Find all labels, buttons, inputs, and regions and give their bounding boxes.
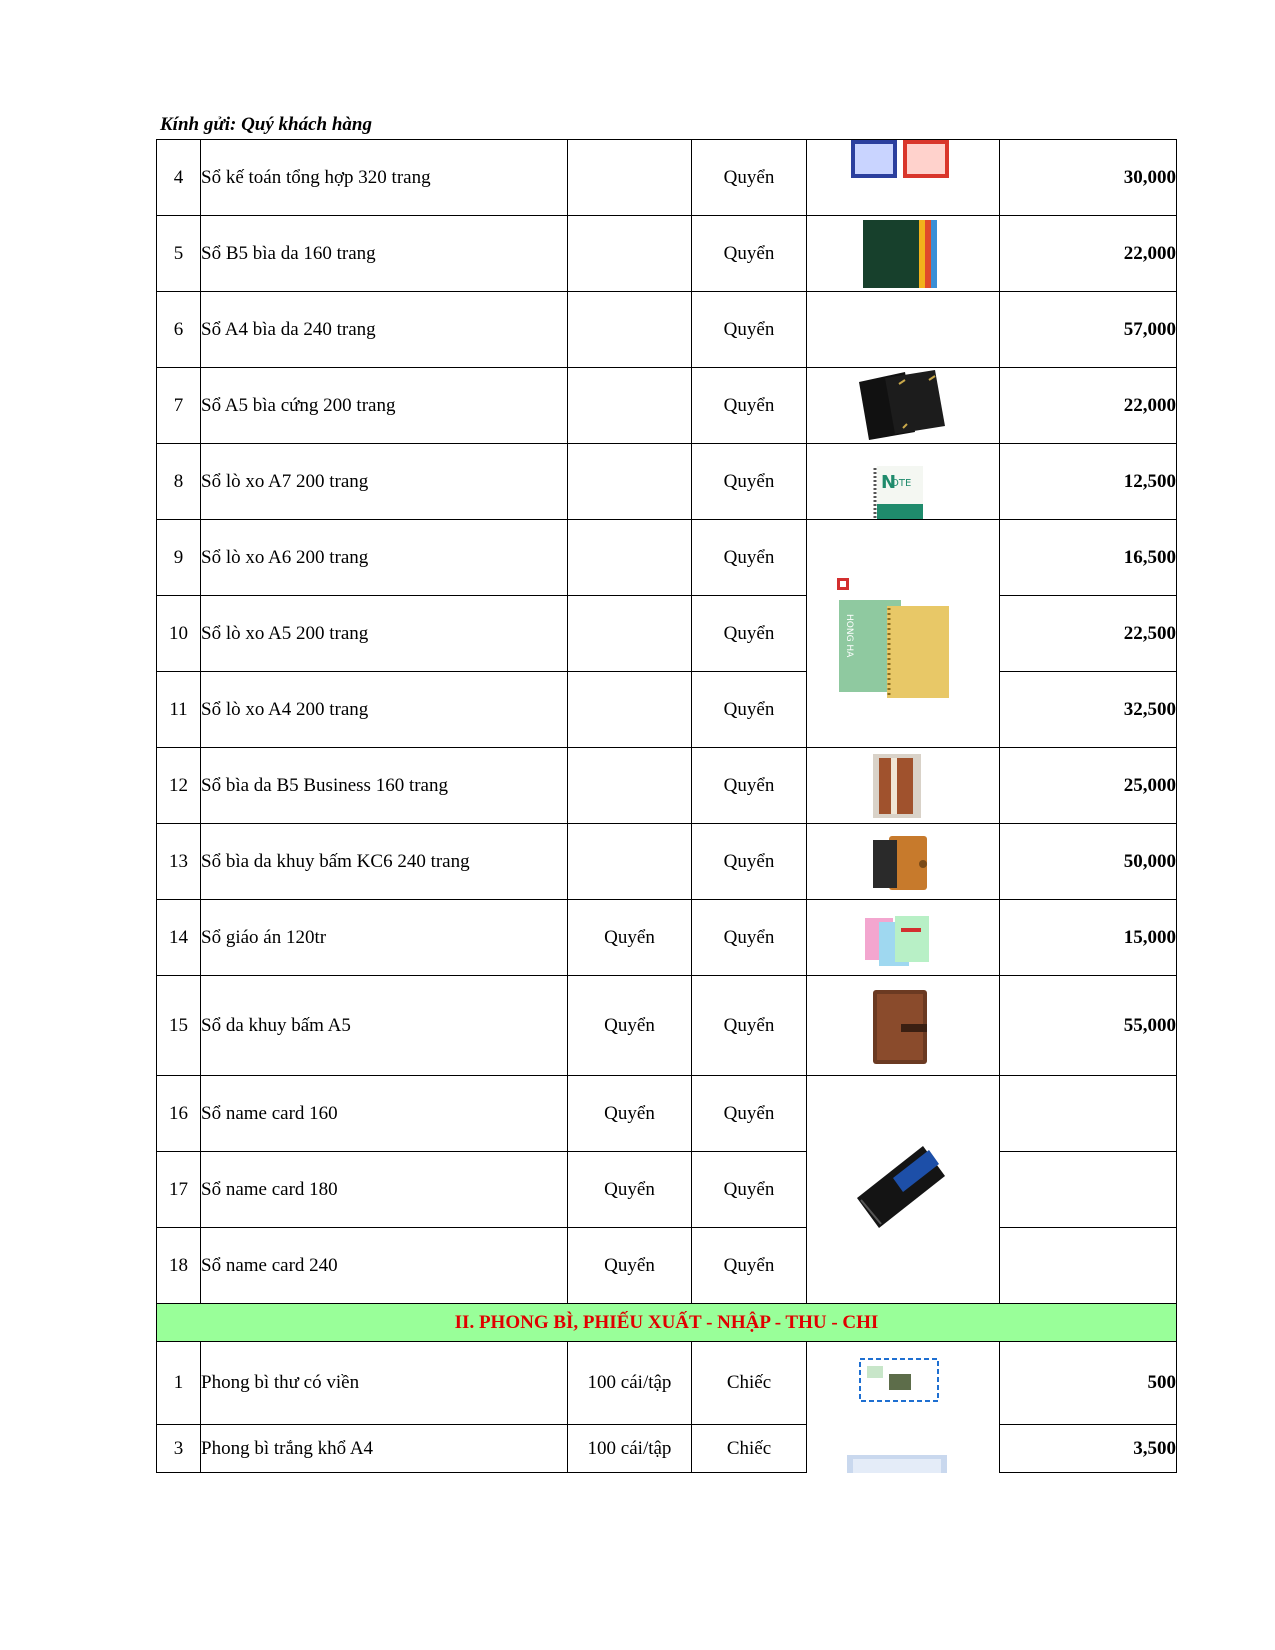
- svg-text:OTE: OTE: [891, 478, 912, 489]
- unit: Quyển: [692, 444, 807, 520]
- table-row: [157, 520, 1177, 596]
- unit: Quyển: [692, 748, 807, 824]
- name-card-holder-image: [853, 1140, 947, 1234]
- unit: Quyển: [692, 140, 807, 216]
- unit: Chiếc: [692, 1342, 807, 1425]
- product-name: Sổ lò xo A7 200 trang: [201, 444, 568, 520]
- product-image-cell: [807, 824, 1000, 900]
- price: 55,000: [1000, 976, 1177, 1076]
- price: 57,000: [1000, 292, 1177, 368]
- product-name: Sổ kế toán tổng hợp 320 trang: [201, 140, 568, 216]
- table-row: [157, 292, 1177, 368]
- svg-text:HONG HA: HONG HA: [844, 614, 854, 658]
- unit: Chiếc: [692, 1425, 807, 1473]
- table-row: [157, 216, 1177, 292]
- section-header: [157, 1304, 1177, 1342]
- packaging: [568, 292, 692, 368]
- product-image-cell: [807, 748, 1000, 824]
- table-row: [157, 824, 1177, 900]
- table-row: [157, 672, 1177, 748]
- unit: Quyển: [692, 900, 807, 976]
- greeting: Kính gửi: Quý khách hàng: [160, 114, 372, 135]
- table-row: [157, 900, 1177, 976]
- packaging: [568, 444, 692, 520]
- product-name: Sổ lò xo A6 200 trang: [201, 520, 568, 596]
- product-image-cell: [807, 216, 1000, 292]
- unit: Quyển: [692, 824, 807, 900]
- unit: Quyển: [692, 1076, 807, 1152]
- table-row: [157, 1342, 1177, 1425]
- packaging: Quyển: [568, 1228, 692, 1304]
- product-name: Sổ A4 bìa da 240 trang: [201, 292, 568, 368]
- price: 32,500: [1000, 672, 1177, 748]
- row-number: 5: [157, 216, 201, 292]
- product-name: Phong bì trắng khổ A4: [201, 1425, 568, 1473]
- brown-leather-notebook-image: [871, 988, 929, 1068]
- product-name: Sổ bìa da B5 Business 160 trang: [201, 748, 568, 824]
- honghai-notebooks-image: [839, 600, 951, 698]
- product-name: Sổ bìa da khuy bấm KC6 240 trang: [201, 824, 568, 900]
- row-number: 12: [157, 748, 201, 824]
- row-number: 8: [157, 444, 201, 520]
- packaging: [568, 672, 692, 748]
- unit: Quyển: [692, 596, 807, 672]
- accounting-book-image: [851, 140, 951, 178]
- product-name: Sổ name card 160: [201, 1076, 568, 1152]
- price: 500: [1000, 1342, 1177, 1425]
- row-number: 14: [157, 900, 201, 976]
- product-image-cell: [807, 444, 1000, 520]
- packaging: [568, 140, 692, 216]
- table-row: [157, 368, 1177, 444]
- packaging: Quyển: [568, 900, 692, 976]
- row-number: 11: [157, 672, 201, 748]
- unit: Quyển: [692, 1228, 807, 1304]
- business-notebook-image: [873, 754, 921, 818]
- unit: Quyển: [692, 1152, 807, 1228]
- table-row: [157, 444, 1177, 520]
- product-name: Sổ giáo án 120tr: [201, 900, 568, 976]
- white-envelope-image: [847, 1455, 947, 1473]
- product-image-cell: [807, 520, 1000, 748]
- product-image-cell: [807, 368, 1000, 444]
- price: 22,500: [1000, 596, 1177, 672]
- packaging: 100 cái/tập: [568, 1425, 692, 1473]
- packaging: Quyển: [568, 1076, 692, 1152]
- product-name: Sổ lò xo A5 200 trang: [201, 596, 568, 672]
- product-image-cell: [807, 900, 1000, 976]
- price: 30,000: [1000, 140, 1177, 216]
- packaging: [568, 824, 692, 900]
- price: 22,000: [1000, 216, 1177, 292]
- brand-logo-image: [837, 578, 849, 590]
- packaging: Quyển: [568, 1152, 692, 1228]
- table-row: [157, 1425, 1177, 1473]
- table-row: [157, 596, 1177, 672]
- packaging: [568, 596, 692, 672]
- product-name: Sổ B5 bìa da 160 trang: [201, 216, 568, 292]
- product-image-cell: [807, 1425, 1000, 1473]
- row-number: 13: [157, 824, 201, 900]
- packaging: [568, 520, 692, 596]
- row-number: 17: [157, 1152, 201, 1228]
- price-table: [156, 139, 1177, 1473]
- row-number: 16: [157, 1076, 201, 1152]
- price: [1000, 1228, 1177, 1304]
- price: [1000, 1152, 1177, 1228]
- unit: Quyển: [692, 292, 807, 368]
- packaging: [568, 368, 692, 444]
- leather-notebook-image: [861, 218, 939, 290]
- product-name: Sổ name card 180: [201, 1152, 568, 1228]
- row-number: 9: [157, 520, 201, 596]
- hardcover-notebook-image: [855, 368, 947, 442]
- packaging: [568, 748, 692, 824]
- price: 12,500: [1000, 444, 1177, 520]
- lesson-plan-book-image: [865, 914, 931, 970]
- price: [1000, 1076, 1177, 1152]
- product-name: Sổ A5 bìa cứng 200 trang: [201, 368, 568, 444]
- row-number: 15: [157, 976, 201, 1076]
- table-row: [157, 1152, 1177, 1228]
- table-row: [157, 1076, 1177, 1152]
- unit: Quyển: [692, 672, 807, 748]
- product-name: Sổ lò xo A4 200 trang: [201, 672, 568, 748]
- packaging: Quyển: [568, 976, 692, 1076]
- row-number: 4: [157, 140, 201, 216]
- spiral-notebook-image: [873, 466, 925, 520]
- airmail-envelope-image: [859, 1358, 939, 1402]
- unit: Quyển: [692, 520, 807, 596]
- row-number: 6: [157, 292, 201, 368]
- row-number: 1: [157, 1342, 201, 1425]
- unit: Quyển: [692, 216, 807, 292]
- product-name: Sổ name card 240: [201, 1228, 568, 1304]
- price: 3,500: [1000, 1425, 1177, 1473]
- unit: Quyển: [692, 368, 807, 444]
- table-row: [157, 976, 1177, 1076]
- price: 22,000: [1000, 368, 1177, 444]
- table-row: [157, 1228, 1177, 1304]
- table-row: [157, 140, 1177, 216]
- table-row: [157, 748, 1177, 824]
- product-name: Phong bì thư có viền: [201, 1342, 568, 1425]
- row-number: 10: [157, 596, 201, 672]
- product-image-cell: [807, 1076, 1000, 1304]
- packaging: [568, 216, 692, 292]
- price: 25,000: [1000, 748, 1177, 824]
- svg-text:N: N: [881, 472, 897, 493]
- product-name: Sổ da khuy bấm A5: [201, 976, 568, 1076]
- price: 16,500: [1000, 520, 1177, 596]
- row-number: 7: [157, 368, 201, 444]
- product-image-cell: [807, 292, 1000, 368]
- snap-leather-notebook-image: [871, 834, 931, 892]
- price: 50,000: [1000, 824, 1177, 900]
- row-number: 18: [157, 1228, 201, 1304]
- row-number: 3: [157, 1425, 201, 1473]
- packaging: 100 cái/tập: [568, 1342, 692, 1425]
- product-image-cell: [807, 1342, 1000, 1425]
- unit: Quyển: [692, 976, 807, 1076]
- product-image-cell: [807, 140, 1000, 216]
- price: 15,000: [1000, 900, 1177, 976]
- section-title: II. PHONG BÌ, PHIẾU XUẤT - NHẬP - THU - CHI: [157, 1304, 1177, 1342]
- product-image-cell: [807, 976, 1000, 1076]
